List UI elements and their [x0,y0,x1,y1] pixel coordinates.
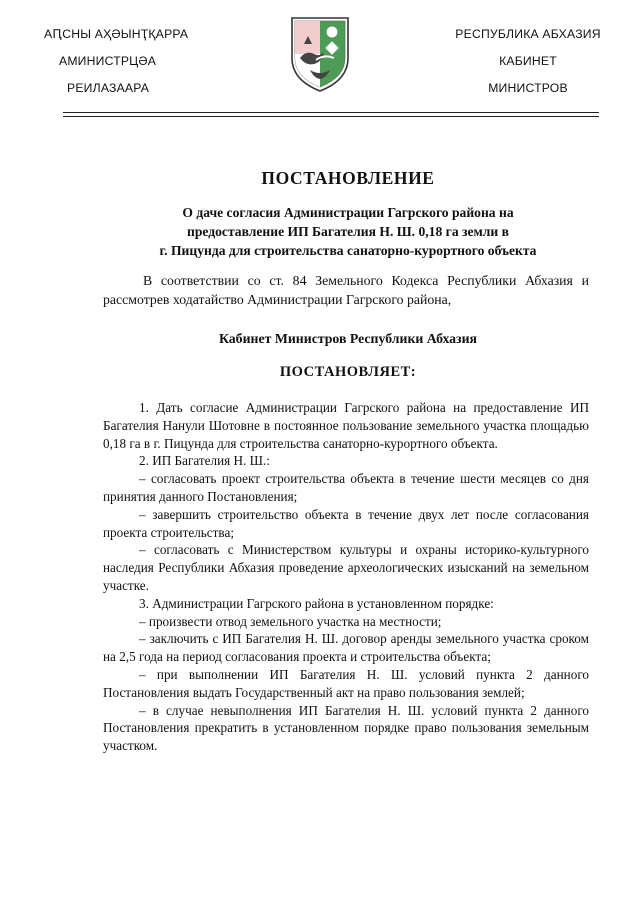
preamble-text: В соответствии со ст. 84 Земельного Кодекса Республики Абхазия и рассмотрев ходатайство Администрации Гагрского района, [103,273,589,307]
header-right-line: МИНИСТРОВ [488,81,568,95]
state-emblem-icon [286,14,354,94]
header-divider [63,112,599,113]
document-title: ПОСТАНОВЛЕНИЕ [261,168,435,188]
paragraph: – произвести отвод земельного участка на местности; [139,613,442,629]
header-right-line: КАБИНЕТ [499,54,557,68]
header-left-line: АԤСНЫ АҲӘЫНҬҚАРРА [44,27,189,41]
decree-heading: ПОСТАНОВЛЯЕТ: [279,364,417,380]
preamble [103,271,589,309]
header-left-abkhaz [44,27,214,108]
header-right-line: РЕСПУБЛИКА АБХАЗИЯ [455,27,601,41]
paragraph: – завершить строительство объекта в течение двух лет после согласования проекта строительства; [103,506,589,540]
subject-line: предоставление ИП Багателия Н. Ш. 0,18 га земли в [187,224,509,239]
paragraph: – согласовать с Министерством культуры и охраны историко-культурного наследия Республики Абхазия проведение археологических изысканий на земельном участке. [103,542,589,593]
document-subject [100,203,596,260]
subject-line: г. Пицунда для строительства санаторно-курортного объекта [159,243,537,258]
issuing-body: Кабинет Министров Республики Абхазия [218,331,478,346]
subject-line: О даче согласия Администрации Гагрского района на [182,205,514,220]
paragraph: – в случае невыполнения ИП Багателия Н. Ш. условий пункта 2 данного Постановления прекратить в установленном порядке право пользования земельным участком. [103,702,589,754]
paragraph: 1. Дать согласие Администрации Гагрского района на предоставление ИП Багателия Нанули Шотовне в постоянное пользование земельного участка площадью 0,18 га в г. Пицунда для строительства санаторно-курортного объекта. [103,400,589,451]
paragraph: 2. ИП Багателия Н. Ш.: [139,453,270,469]
decree-body [103,399,589,755]
paragraph: 3. Администрации Гагрского района в установленном порядке: [139,595,494,611]
header-left-line: РЕИЛАЗААРА [67,81,150,95]
paragraph: – согласовать проект строительства объекта в течение шести месяцев со дня принятия данного Постановления; [103,471,589,504]
paragraph: – при выполнении ИП Багателия Н. Ш. условий пункта 2 данного Постановления выдать Государственный акт на право пользования землей; [103,666,589,700]
header-divider [63,116,599,117]
paragraph: – заключить с ИП Багателия Н. Ш. договор аренды земельного участка сроком на 2,5 года на период согласования проекта и строительства объекта; [103,631,589,665]
header-left-line: АМИНИСТРЦӘА [59,54,157,68]
header-right-russian [448,27,608,108]
